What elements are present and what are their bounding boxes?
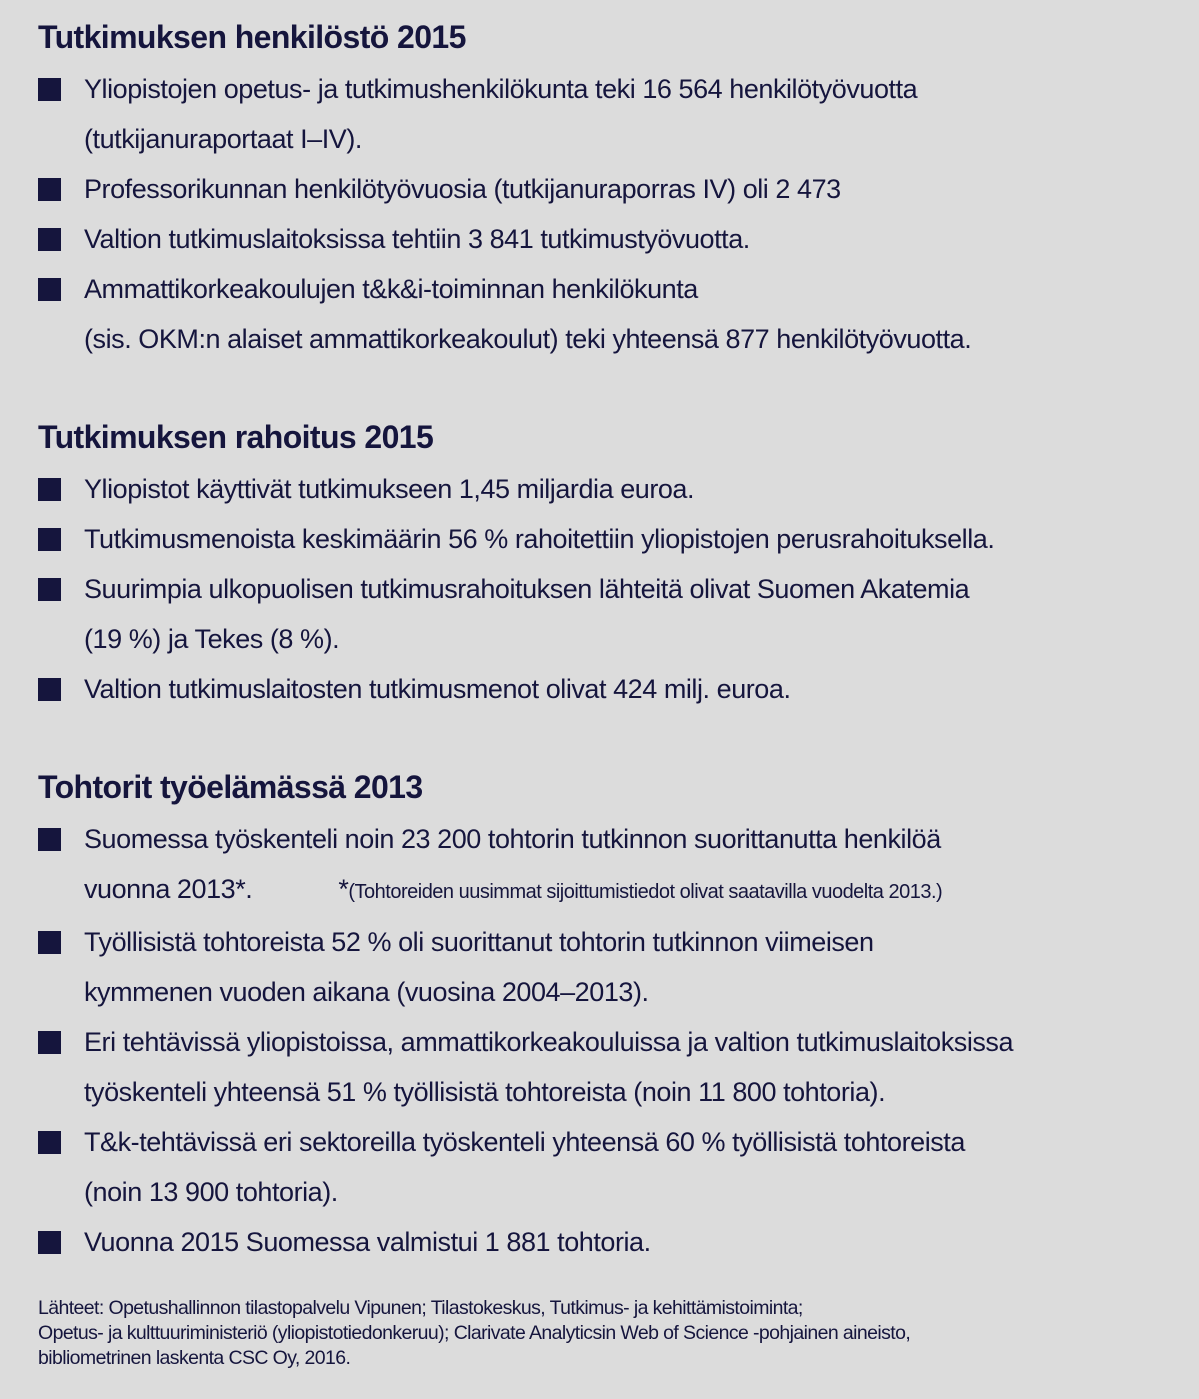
square-bullet-icon [38,228,61,251]
square-bullet-icon [38,931,61,954]
item-line: kymmenen vuoden aikana (vuosina 2004–2013). [84,977,649,1007]
square-bullet-icon [38,278,61,301]
footnote-text: (Tohtoreiden uusimmat sijoittumistiedot olivat saatavilla vuodelta 2013.) [348,881,943,903]
list-item [38,514,1178,564]
item-line: Yliopistot käyttivät tutkimukseen 1,45 miljardia euroa. [84,474,695,504]
item-line: Työllisistä tohtoreista 52 % oli suorittanut tohtorin tutkinnon viimeisen [84,927,874,957]
item-line: Vuonna 2015 Suomessa valmistui 1 881 tohtoria. [84,1227,651,1257]
square-bullet-icon [38,1231,61,1254]
square-bullet-icon [38,78,61,101]
footnote-marker: * [338,874,349,904]
square-bullet-icon [38,678,61,701]
item-line: Professorikunnan henkilötyövuosia (tutkijanuraporras IV) oli 2 473 [84,174,841,204]
list-item [38,64,1178,164]
doctors-section [38,768,1178,1267]
square-bullet-icon [38,528,61,551]
sources-line: Lähteet: Opetushallinnon tilastopalvelu Vipunen; Tilastokeskus, Tutkimus- ja kehittämistoiminta; [38,1297,803,1319]
personnel-section [38,18,1178,364]
item-line: Eri tehtävissä yliopistoissa, ammattikorkeakouluissa ja valtion tutkimuslaitoksissa [84,1027,1014,1057]
list-item [38,1217,1178,1267]
item-line: Yliopistojen opetus- ja tutkimushenkilökunta teki 16 564 henkilötyövuotta [84,74,918,104]
list-item [38,164,1178,214]
list-item [38,814,1178,917]
doctors-title: Tohtorit työelämässä 2013 [38,769,423,805]
list-item [38,564,1178,664]
list-item [38,1117,1178,1217]
item-line: (noin 13 900 tohtoria). [84,1177,338,1207]
doctors-list [38,814,1178,917]
item-line: Suomessa työskenteli noin 23 200 tohtorin tutkinnon suorittanutta henkilöä [84,824,941,854]
item-line: T&k-tehtävissä eri sektoreilla työskenteli yhteensä 60 % työllisistä tohtoreista [84,1127,965,1157]
list-item [38,664,1178,714]
doctors-list-continued [38,917,1178,1267]
funding-section [38,418,1178,714]
item-line: työskenteli yhteensä 51 % työllisistä tohtoreista (noin 11 800 tohtoria). [84,1077,886,1107]
square-bullet-icon [38,178,61,201]
item-line: Valtion tutkimuslaitoksissa tehtiin 3 841 tutkimustyövuotta. [84,224,750,254]
list-item [38,464,1178,514]
funding-title: Tutkimuksen rahoitus 2015 [38,419,434,455]
item-line: Suurimpia ulkopuolisen tutkimusrahoituksen lähteitä olivat Suomen Akatemia [84,574,970,604]
item-line: (19 %) ja Tekes (8 %). [84,624,340,654]
item-line: Tutkimusmenoista keskimäärin 56 % rahoitettiin yliopistojen perusrahoituksella. [84,524,995,554]
list-item [38,1017,1178,1117]
list-item [38,214,1178,264]
sources-note [38,1296,1178,1371]
sources-line: bibliometrinen laskenta CSC Oy, 2016. [38,1347,351,1369]
personnel-list [38,64,1178,364]
list-item [38,917,1178,1017]
item-line: (sis. OKM:n alaiset ammattikorkeakoulut) teki yhteensä 877 henkilötyövuotta. [84,324,972,354]
item-line: (tutkijanuraportaat I–IV). [84,124,362,154]
sources-line: Opetus- ja kulttuuriministeriö (yliopistotiedonkeruu); Clarivate Analyticsin Web of Science -pohjainen aineisto, [38,1322,911,1344]
square-bullet-icon [38,828,61,851]
personnel-title: Tutkimuksen henkilöstö 2015 [38,19,466,55]
list-item [38,264,1178,364]
square-bullet-icon [38,1031,61,1054]
square-bullet-icon [38,578,61,601]
square-bullet-icon [38,478,61,501]
item-line-text: vuonna 2013*. [84,874,253,904]
item-line [84,864,1178,917]
item-line: Ammattikorkeakoulujen t&k&i-toiminnan henkilökunta [84,274,698,304]
funding-list [38,464,1178,714]
item-line: Valtion tutkimuslaitosten tutkimusmenot olivat 424 milj. euroa. [84,674,791,704]
square-bullet-icon [38,1131,61,1154]
